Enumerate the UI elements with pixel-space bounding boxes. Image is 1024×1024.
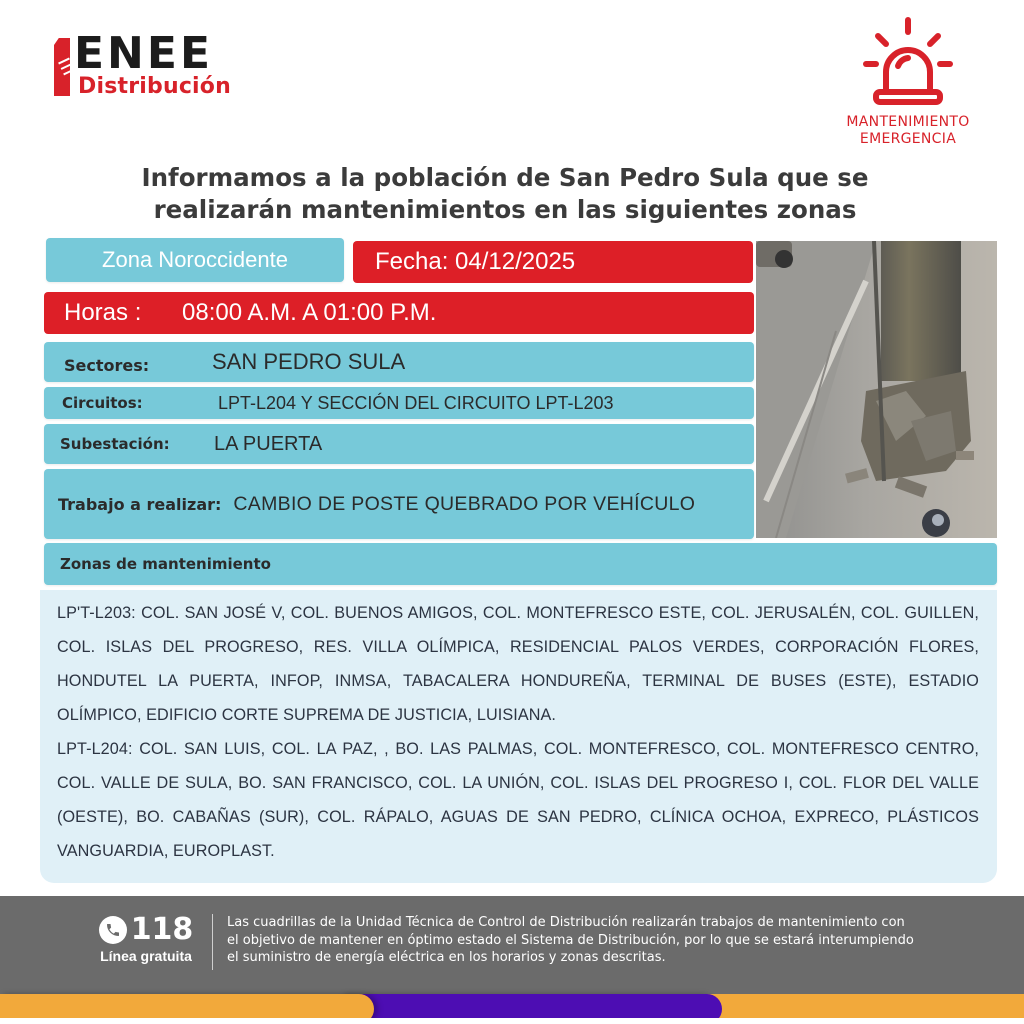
badge-line-2: EMERGENCIA	[859, 131, 957, 147]
zone-paragraph-l204	[57, 732, 979, 868]
substation-label: Subestación:	[60, 435, 170, 453]
logo-title: ENEE	[74, 28, 213, 79]
sectors-row	[44, 342, 754, 382]
circuits-value: LPT-L204 Y SECCIÓN DEL CIRCUITO LPT-L203	[218, 392, 614, 413]
headline-line-1: Informamos a la población de San Pedro Sula que se	[141, 163, 869, 192]
zone-badge: Zona Noroccidente	[46, 238, 344, 282]
zone-text-l204: COL. SAN LUIS, COL. LA PAZ, , BO. LAS PALMAS, COL. MONTEFRESCO, COL. MONTEFRESCO CENTRO, COL. VALLE DE SULA, BO. SAN FRANCISCO, COL. LA UNIÓN, COL. ISLAS DEL PROGRESO I, COL. FLOR DEL VALLE (OESTE), BO. CABAÑAS (SUR), COL. RÁPALO, AGUAS DE SAN PEDRO, CLÍNICA OCHOA, EXPRECO, PLÁSTICOS VANGUARDIA, EUROPLAST.	[57, 740, 979, 860]
date-badge: Fecha: 04/12/2025	[353, 241, 753, 283]
footer	[0, 896, 1024, 994]
zone-paragraph-l203	[57, 596, 979, 732]
circuits-row	[44, 387, 754, 419]
substation-value: LA PUERTA	[214, 432, 323, 455]
hours-label: Horas :	[64, 299, 142, 326]
emergency-badge	[826, 14, 990, 154]
footer-notice	[227, 914, 1007, 967]
photo-illustration	[756, 241, 997, 538]
circuits-label: Circuitos:	[62, 394, 143, 412]
hours-row	[44, 292, 754, 334]
substation-row	[44, 424, 754, 464]
hotline-label: Línea gratuita	[100, 948, 192, 964]
footer-notice-line-2: el objetivo de mantener en óptimo estado el Sistema de Distribución, por lo que se estará interumpiendo	[227, 932, 914, 948]
work-value: CAMBIO DE POSTE QUEBRADO POR VEHÍCULO	[233, 492, 696, 515]
enee-logo	[52, 28, 252, 100]
hotline-number: 118	[130, 912, 194, 947]
siren-icon	[860, 14, 956, 108]
hours-value: 08:00 A.M. A 01:00 P.M.	[182, 299, 437, 326]
zone-circuit-l203: LP'T-L203:	[57, 604, 136, 622]
footer-notice-line-1: Las cuadrillas de la Unidad Técnica de Control de Distribución realizarán trabajos de mantenimiento con	[227, 915, 905, 930]
phone-icon	[99, 916, 127, 944]
headline-line-2: realizarán mantenimientos en las siguientes zonas	[153, 195, 857, 224]
sectors-value: SAN PEDRO SULA	[212, 349, 406, 374]
footer-notice-line-3: el suministro de energía eléctrica en los horarios y zonas descritas.	[227, 950, 666, 965]
work-label: Trabajo a realizar:	[58, 494, 222, 514]
badge-line-1: MANTENIMIENTO	[846, 114, 970, 130]
page-headline	[60, 162, 950, 226]
footer-divider	[212, 914, 213, 970]
hotline	[88, 914, 204, 964]
zone-text-l203: COL. SAN JOSÉ V, COL. BUENOS AMIGOS, COL. MONTEFRESCO ESTE, COL. JERUSALÉN, COL. GUILLEN, COL. ISLAS DEL PROGRESO, RES. VILLA OLÍMPICA, RESIDENCIAL PALOS VERDES, CORPORACIÓN FLORES, HONDUTEL LA PUERTA, INFOP, INMSA, TABACALERA HONDUREÑA, TERMINAL DE BUSES (ESTE), ESTADIO OLÍMPICO, EDIFICIO CORTE SUPREMA DE JUSTICIA, LUISIANA.	[57, 604, 979, 724]
broken-pole-photo	[756, 241, 997, 538]
work-row	[44, 469, 754, 539]
zones-header-label: Zonas de mantenimiento	[60, 555, 271, 573]
logo-subtitle: Distribución	[78, 74, 231, 99]
bottom-edge	[0, 1018, 1024, 1024]
zone-circuit-l204: LPT-L204:	[57, 740, 133, 758]
zones-list	[40, 590, 997, 883]
sectors-label: Sectores:	[64, 355, 150, 375]
zones-header	[44, 543, 997, 585]
logo-tower-icon	[54, 38, 70, 96]
